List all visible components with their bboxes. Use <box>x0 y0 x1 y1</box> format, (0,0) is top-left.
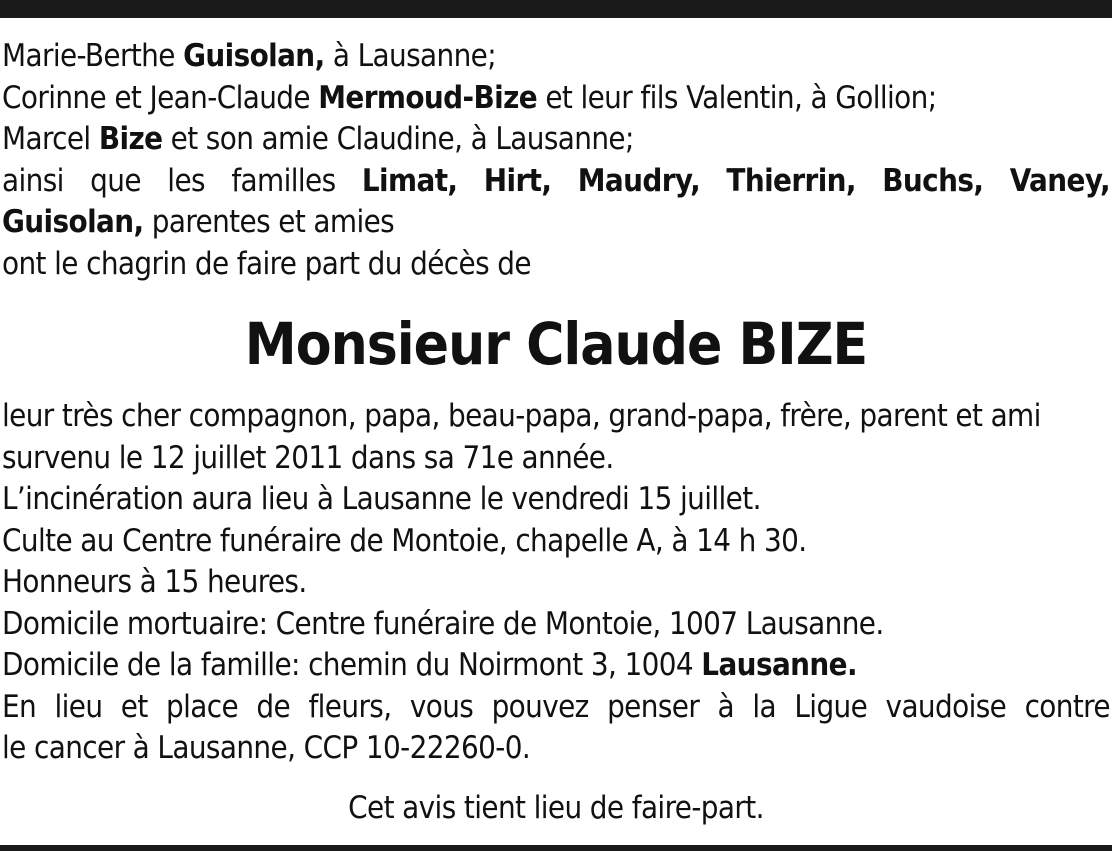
family-line-1: Marie-Berthe Guisolan, à Lausanne; <box>2 38 497 74</box>
family-home-line: Domicile de la famille: chemin du Noirmont 3, 1004 Lausanne. <box>2 647 857 683</box>
detail-line: leur très cher compagnon, papa, beau-papa, grand-papa, frère, parent et ami <box>2 398 1041 434</box>
detail-line: Domicile mortuaire: Centre funéraire de Montoie, 1007 Lausanne. <box>2 605 884 642</box>
announce-line: ont le chagrin de faire part du décès de <box>2 245 531 282</box>
detail-line: L’incinération aura lieu à Lausanne le vendredi 15 juillet. <box>2 481 761 517</box>
deceased-name: Monsieur Claude BIZE <box>244 310 868 378</box>
details-block <box>2 396 1110 770</box>
detail-line: survenu le 12 juillet 2011 dans sa 71e année. <box>2 439 614 476</box>
flowers-line: En lieu et place de fleurs, vous pouvez penser à la Ligue vaudoise contre <box>2 688 1110 725</box>
top-rule <box>0 0 1112 18</box>
family-block <box>2 36 1110 285</box>
families-line: ainsi que les familles Limat, Hirt, Maudry, Thierrin, Buchs, Vaney, <box>2 162 1110 199</box>
detail-line: Honneurs à 15 heures. <box>2 564 307 600</box>
family-line-3: Marcel Bize et son amie Claudine, à Lausanne; <box>2 121 634 157</box>
family-line-2: Corinne et Jean-Claude Mermoud-Bize et leur fils Valentin, à Gollion; <box>2 79 937 116</box>
families-continuation: Guisolan, parentes et amies <box>2 204 395 240</box>
closing-note: Cet avis tient lieu de faire-part. <box>348 790 764 826</box>
detail-line: Culte au Centre funéraire de Montoie, chapelle A, à 14 h 30. <box>2 522 807 559</box>
flowers-continuation: le cancer à Lausanne, CCP 10-22260-0. <box>2 730 531 766</box>
bottom-rule <box>0 845 1112 851</box>
